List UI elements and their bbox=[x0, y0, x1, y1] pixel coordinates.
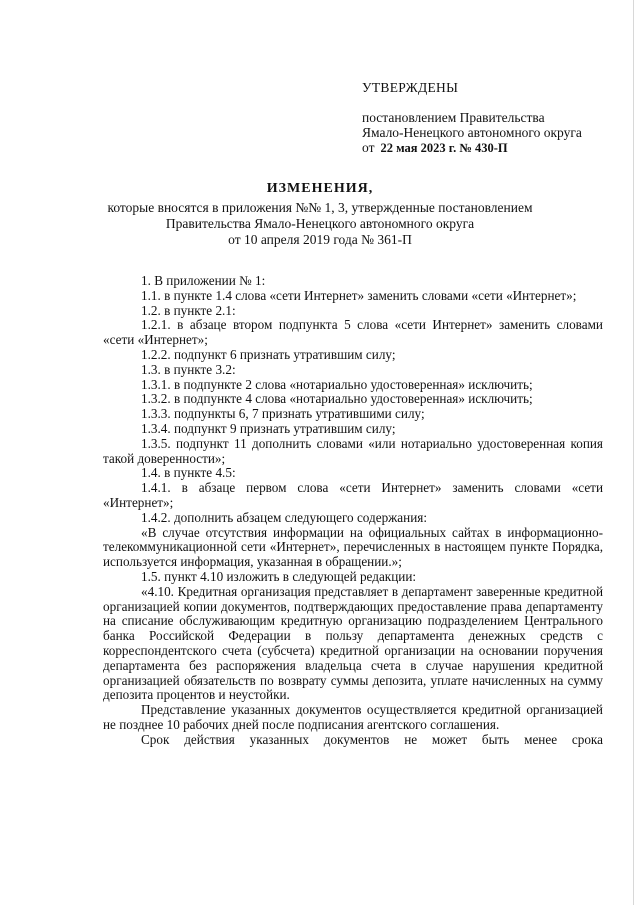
document-body bbox=[103, 274, 603, 762]
document-title: ИЗМЕНЕНИЯ, bbox=[266, 181, 374, 196]
resolution-date-number: 22 мая 2023 г. № 430-П bbox=[380, 141, 508, 155]
paragraph: 1. В приложении № 1: bbox=[141, 273, 266, 288]
paragraph: 1.1. в пункте 1.4 слова «сети Интернет» заменить словами «сети «Интернет»; bbox=[141, 287, 577, 303]
approved-heading: УТВЕРЖДЕНЫ bbox=[362, 80, 459, 95]
paragraph: «4.10. Кредитная организация представляет в департамент заверенные кредитной организацией копии документов, подтверждающих предоставление права департаменту на списание обслуживающим кредитную организацию подразделением Центрального банка Российской Федерации в пользу департамента денежных средств с корреспондентского счета (субсчета) кредитной организации на основании поручения департамента без распоряжения владельца счета в случае нарушения кредитной организацией обязательств по возврату суммы депозита, уплате начисленных на сумму депозита процентов и неустойки. bbox=[103, 583, 603, 703]
paragraph: 1.4.1. в абзаце первом слова «сети Интернет» заменить словами «сети «Интернет»; bbox=[103, 480, 603, 510]
paragraph: Представление указанных документов осуществляется кредитной организацией не позднее 10 рабочих дней после подписания агентского соглашения. bbox=[103, 702, 603, 732]
paragraph: 1.2.1. в абзаце втором подпункта 5 слова «сети Интернет» заменить словами «сети «Интернет»; bbox=[103, 317, 603, 348]
paragraph: 1.3.5. подпункт 11 дополнить словами «или нотариально удостоверенная копия такой доверенности»; bbox=[103, 435, 603, 466]
paragraph: Срок действия указанных документов не может быть менее срока bbox=[141, 731, 603, 747]
paragraph: 1.3.3. подпункты 6, 7 признать утратившими силу; bbox=[141, 406, 425, 422]
title-subline-3: от 10 апреля 2019 года № 361-П bbox=[228, 232, 412, 247]
paragraph: 1.3. в пункте 3.2: bbox=[141, 361, 236, 377]
paragraph: 1.4.2. дополнить абзацем следующего содержания: bbox=[141, 509, 427, 525]
paragraph: 1.3.2. в подпункте 4 слова «нотариально удостоверенная» исключить; bbox=[141, 391, 533, 407]
paragraph: «В случае отсутствия информации на официальных сайтах в информационно-телекоммуникационной сети «Интернет», перечисленных в настоящем пункте Порядка, используется информация, указанная в обращении.»; bbox=[103, 524, 603, 570]
page-edge bbox=[633, 0, 634, 905]
paragraph: 1.3.1. в подпункте 2 слова «нотариально удостоверенная» исключить; bbox=[141, 376, 533, 392]
paragraph: 1.3.4. подпункт 9 признать утратившим силу; bbox=[141, 420, 396, 436]
approved-date-line bbox=[362, 140, 508, 156]
title-subline-1: которые вносятся в приложения №№ 1, 3, утвержденные постановлением bbox=[107, 200, 533, 215]
approved-by-line-1: постановлением Правительства bbox=[362, 110, 545, 125]
date-prefix: от bbox=[362, 140, 375, 155]
paragraph: 1.4. в пункте 4.5: bbox=[141, 465, 236, 481]
title-subline-2: Правительства Ямало-Ненецкого автономного округа bbox=[165, 216, 475, 231]
approved-by-line-2: Ямало-Ненецкого автономного округа bbox=[362, 125, 582, 140]
paragraph: 1.5. пункт 4.10 изложить в следующей редакции: bbox=[141, 568, 417, 584]
paragraph: 1.2. в пункте 2.1: bbox=[141, 302, 236, 318]
paragraph: 1.2.2. подпункт 6 признать утратившим силу; bbox=[141, 346, 396, 362]
